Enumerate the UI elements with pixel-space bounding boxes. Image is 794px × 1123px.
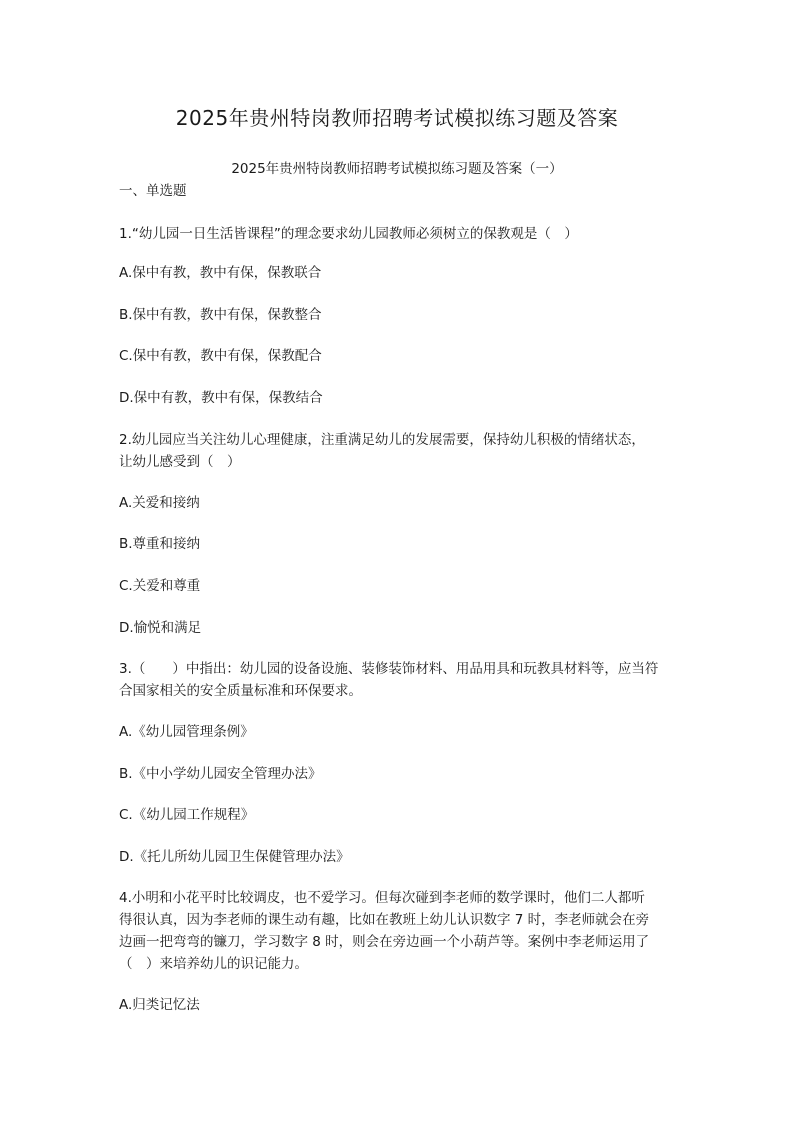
answer-option: C.关爱和尊重 — [119, 578, 201, 594]
document-title: 2025年贵州特岗教师招聘考试模拟练习题及答案 — [175, 106, 619, 130]
document-subtitle: 2025年贵州特岗教师招聘考试模拟练习题及答案（一） — [231, 161, 563, 177]
question-stem-line: 3.（ ）中指出：幼儿园的设备设施、装修装饰材料、用品用具和玩教具材料等，应当符 — [119, 661, 659, 677]
question-stem-line: 让幼儿感受到（ ） — [119, 454, 241, 470]
answer-option: A.保中有教，教中有保，保教联合 — [119, 265, 322, 281]
answer-option: B.保中有教，教中有保，保教整合 — [119, 307, 322, 323]
answer-option: D.愉悦和满足 — [119, 620, 202, 636]
question-stem-line: 合国家相关的安全质量标准和环保要求。 — [119, 683, 362, 699]
question-stem-line: 4.小明和小花平时比较调皮，也不爱学习。但每次碰到李老师的数学课时，他们二人都听 — [119, 890, 645, 906]
answer-option: C.保中有教，教中有保，保教配合 — [119, 348, 322, 364]
answer-option: C.《幼儿园工作规程》 — [119, 807, 255, 823]
question-stem-line: 2.幼儿园应当关注幼儿心理健康，注重满足幼儿的发展需要，保持幼儿积极的情绪状态， — [119, 432, 645, 448]
answer-option: A.《幼儿园管理条例》 — [119, 724, 254, 740]
answer-option: B.尊重和接纳 — [119, 536, 201, 552]
answer-option: D.保中有教，教中有保，保教结合 — [119, 390, 323, 406]
section-heading: 一、单选题 — [119, 183, 187, 199]
question-stem-line: （ ）来培养幼儿的识记能力。 — [119, 956, 308, 972]
question-stem-line: 得很认真，因为李老师的课生动有趣，比如在教班上幼儿认识数字 7 时，李老师就会在旁 — [119, 912, 650, 928]
answer-option: A.归类记忆法 — [119, 997, 200, 1013]
question-stem-line: 边画一把弯弯的镰刀，学习数字 8 时，则会在旁边画一个小葫芦等。案例中李老师运用了 — [119, 934, 650, 950]
question-stem: 1.“幼儿园一日生活皆课程”的理念要求幼儿园教师必须树立的保教观是（ ） — [119, 226, 578, 242]
answer-option: D.《托儿所幼儿园卫生保健管理办法》 — [119, 849, 350, 865]
answer-option: A.关爱和接纳 — [119, 495, 200, 511]
answer-option: B.《中小学幼儿园安全管理办法》 — [119, 766, 322, 782]
